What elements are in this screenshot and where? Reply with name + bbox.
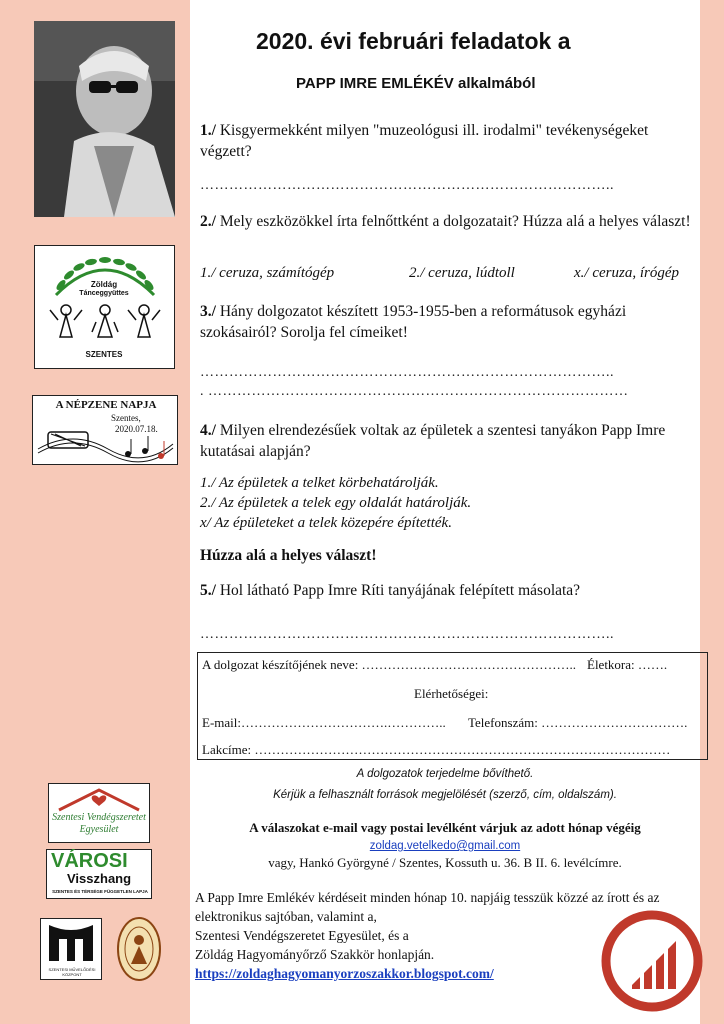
note-length: A dolgozatok terjedelme bővíthető.: [356, 768, 534, 780]
building-icon: [41, 921, 101, 967]
subtitle-bold: PAPP IMRE EMLÉKÉV: [296, 75, 454, 92]
footer-line-3: Zöldág Hagyományőrző Szakkör honlapján.: [195, 947, 435, 962]
corner-logo: [594, 905, 706, 1013]
nepzene-place: Szentes,: [111, 413, 141, 423]
portrait-photo: [34, 21, 175, 217]
varosi-visszhang-logo: [46, 849, 152, 899]
email-field[interactable]: E-mail:…………………………….…………..: [202, 715, 446, 730]
question-2-text: Mely eszközökkel írta felnőttként a dolgozatait? Húzza alá a helyes választ!: [215, 213, 691, 230]
page-title: 2020. évi februári feladatok a: [256, 28, 571, 54]
varosi-text-3: SZENTES ÉS TÉRSÉGE FÜGGETLEN LAPJA: [52, 889, 148, 894]
answer-line-1[interactable]: …………………………………………………………………………..: [200, 178, 614, 193]
page-subtitle: [296, 75, 536, 92]
question-3-text: Hány dolgozatot készített 1953-1955-ben a reformátusok egyházi szokásairól? Sorolja fel címeiket!: [200, 303, 627, 341]
muvelodesi-kozpont-logo: [40, 918, 102, 980]
zoldag-text-1: Zöldág: [90, 280, 118, 289]
vendeg-text-1: Szentesi Vendégszeretet: [52, 812, 146, 823]
varosi-text-2: Visszhang: [67, 871, 132, 886]
q2-option-2[interactable]: 2./ ceruza, lúdtoll: [409, 265, 515, 281]
nepzene-date: 2020.07.18.: [115, 424, 158, 434]
question-1-number: 1./: [200, 122, 216, 139]
contact-form: [197, 652, 708, 760]
q4-instruction: Húzza alá a helyes választ!: [200, 547, 377, 564]
email-link[interactable]: zoldag.vetelkedo@gmail.com: [369, 840, 521, 852]
zoldag-logo: [34, 245, 175, 369]
vendegszeretet-logo: [48, 783, 150, 843]
subtitle-rest: alkalmából: [453, 75, 536, 92]
phone-field[interactable]: Telefonszám: …………………………….: [468, 715, 688, 730]
muvelodesi-text: SZENTESI MŰVELŐDÉSI KÖZPONT: [48, 967, 96, 977]
email-link-row: [190, 837, 700, 853]
postal-address: vagy, Hankó Györgyné / Szentes, Kossuth u. 36. B II. 6. levélcímre.: [268, 855, 622, 870]
q2-option-1[interactable]: 1./ ceruza, számítógép: [200, 265, 335, 281]
question-4: [200, 420, 680, 462]
q4-option-1[interactable]: 1./ Az épületek a telket körbehatárolják.: [200, 475, 439, 491]
question-1: [200, 120, 700, 162]
question-5: [200, 580, 700, 601]
blog-link[interactable]: https://zoldaghagyomanyorzoszakkor.blogspot.com/: [195, 966, 494, 981]
dancers-icon: [36, 302, 174, 352]
question-2-number: 2./: [200, 213, 216, 230]
zoldag-text-2: Tánceggyüttes: [79, 290, 129, 297]
question-3: [200, 301, 700, 343]
q2-option-3[interactable]: x./ ceruza, írógép: [574, 265, 679, 281]
right-border: [700, 0, 724, 1024]
footer-line-1: A Papp Imre Emlékév kérdéseit minden hónap 10. napjáig tesszük közzé az írott és az elektronikus sajtóban, valamint a,: [195, 890, 660, 924]
vendeg-text-2: Egyesület: [79, 824, 119, 835]
age-field[interactable]: Életkora: …….: [587, 657, 668, 672]
send-instruction: A válaszokat e-mail vagy postai levélként várjuk az adott hónap végéig: [249, 820, 641, 835]
varosi-text-1: VÁROSI: [51, 850, 128, 872]
question-2: [200, 211, 700, 232]
nepzene-napja-logo: [32, 395, 178, 465]
answer-line-5[interactable]: …………………………………………………………………………..: [200, 627, 614, 642]
question-4-number: 4./: [200, 422, 216, 439]
address-field[interactable]: Lakcíme: ……………………………………………………………………………………: [202, 742, 671, 757]
q4-option-3[interactable]: x/ Az épületeket a telek közepére építették.: [200, 515, 452, 531]
q4-option-2[interactable]: 2./ Az épületek a telek egy oldalát határolják.: [200, 495, 472, 511]
music-notes-icon: [33, 424, 179, 464]
question-5-number: 5./: [200, 582, 216, 599]
question-3-number: 3./: [200, 303, 216, 320]
question-1-text: Kisgyermekként milyen "muzeológusi ill. irodalmi" tevékenységeket végzett?: [200, 122, 649, 160]
hagyomanyorzo-seal-logo: [116, 916, 162, 982]
nepzene-title: A NÉPZENE NAPJA: [55, 399, 157, 411]
footer-line-2: Szentesi Vendégszeretet Egyesület, és a: [195, 928, 409, 943]
question-4-text: Milyen elrendezésűek voltak az épületek a szentesi tanyákon Papp Imre kutatásai alapján?: [200, 422, 666, 460]
contacts-label: Elérhetőségei:: [414, 686, 489, 701]
note-sources: Kérjük a felhasznált források megjelölését (szerző, cím, oldalszám).: [273, 789, 617, 801]
author-field[interactable]: A dolgozat készítőjének neve: …………………………………………..: [202, 657, 577, 672]
zoldag-text-3: SZENTES: [85, 350, 123, 359]
house-heart-icon: [49, 786, 149, 812]
answer-line-3a[interactable]: …………………………………………………………………………..: [200, 365, 614, 380]
question-5-text: Hol látható Papp Imre Ríti tanyájának felépített másolata?: [215, 582, 581, 599]
answer-line-3b[interactable]: . ……………………………………………………………………………: [200, 384, 629, 399]
